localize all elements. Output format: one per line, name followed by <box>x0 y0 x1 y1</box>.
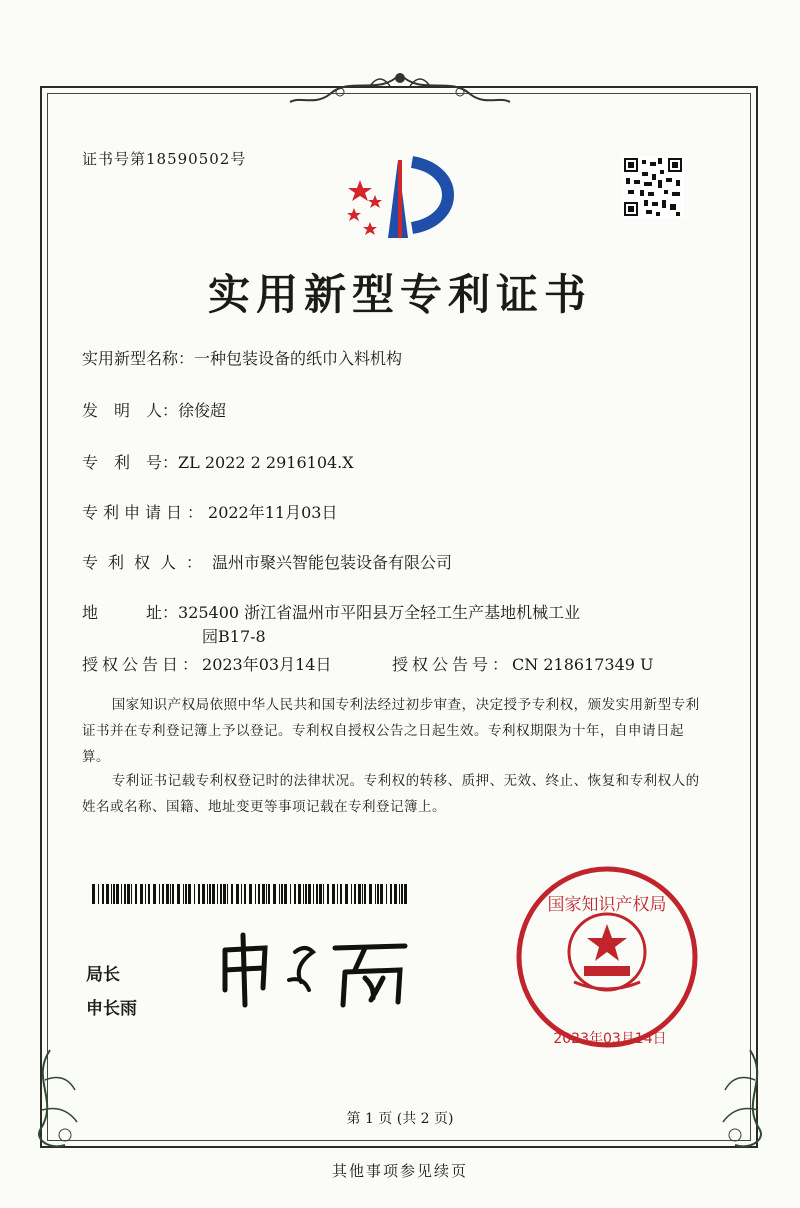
patent-number-label: 专 利 号： <box>82 453 179 472</box>
top-ornament <box>270 66 530 114</box>
filing-date-label: 专利申请日： <box>82 503 209 522</box>
grant-number-row <box>392 652 654 675</box>
inventor-value: 徐俊超 <box>178 401 227 420</box>
director-title: 局长 <box>86 965 120 985</box>
continued-note: 其他事项参见续页 <box>331 1162 468 1180</box>
certificate-number: 证书号第18590502号 <box>82 150 247 168</box>
utility-model-name-label: 实用新型名称： <box>82 349 195 368</box>
filing-date-value: 2022年11月03日 <box>208 503 338 522</box>
address-value-line1: 325400 浙江省温州市平阳县万全轻工生产基地机械工业 <box>178 603 581 622</box>
inventor-row <box>82 398 226 421</box>
seal-date: 2023年03月14日 <box>553 1031 667 1047</box>
legal-paragraph-1: 国家知识产权局依照中华人民共和国专利法经过初步审查，决定授予专利权，颁发实用新型专利证书并在专利登记簿上予以登记。专利权自授权公告之日起生效。专利权期限为十年，自申请日起算。 <box>82 697 700 765</box>
address-value-line2: 园B17-8 <box>202 627 266 646</box>
official-seal <box>512 862 702 1052</box>
cnipa-logo-icon <box>330 150 465 250</box>
bottom-right-ornament <box>690 1040 780 1160</box>
address-row <box>82 600 580 623</box>
patentee-label: 专利权人： <box>82 553 213 572</box>
utility-model-name-row <box>82 346 402 369</box>
utility-model-name-value: 一种包装设备的纸巾入料机构 <box>194 349 403 368</box>
patent-number-row <box>82 450 354 473</box>
barcode <box>92 884 408 904</box>
grant-date-value: 2023年03月14日 <box>202 655 332 674</box>
bottom-left-ornament <box>20 1040 110 1160</box>
patent-number-value: ZL 2022 2 2916104.X <box>178 453 354 472</box>
seal-text: 国家知识产权局 <box>547 895 667 915</box>
patentee-value: 温州市聚兴智能包装设备有限公司 <box>212 553 453 572</box>
grant-date-label: 授权公告日： <box>82 655 203 674</box>
legal-paragraph-2: 专利证书记载专利权登记时的法律状况。专利权的转移、质押、无效、终止、恢复和专利权人的姓名或名称、国籍、地址变更等事项记载在专利登记簿上。 <box>82 773 700 815</box>
grant-number-label: 授权公告号： <box>392 655 513 674</box>
director-name: 申长雨 <box>86 999 137 1019</box>
certificate-title: 实用新型专利证书 <box>207 270 592 319</box>
qr-code <box>622 156 684 218</box>
inventor-label: 发 明 人： <box>82 401 179 420</box>
grant-date-row <box>82 652 331 675</box>
address-label: 地 址： <box>82 603 179 622</box>
address-row-continued <box>202 624 266 647</box>
director-signature <box>215 930 415 1010</box>
patentee-row <box>82 550 452 573</box>
page-number: 第 1 页 (共 2 页) <box>346 1111 454 1127</box>
filing-date-row <box>82 500 337 523</box>
grant-number-value: CN 218617349 U <box>512 655 654 674</box>
